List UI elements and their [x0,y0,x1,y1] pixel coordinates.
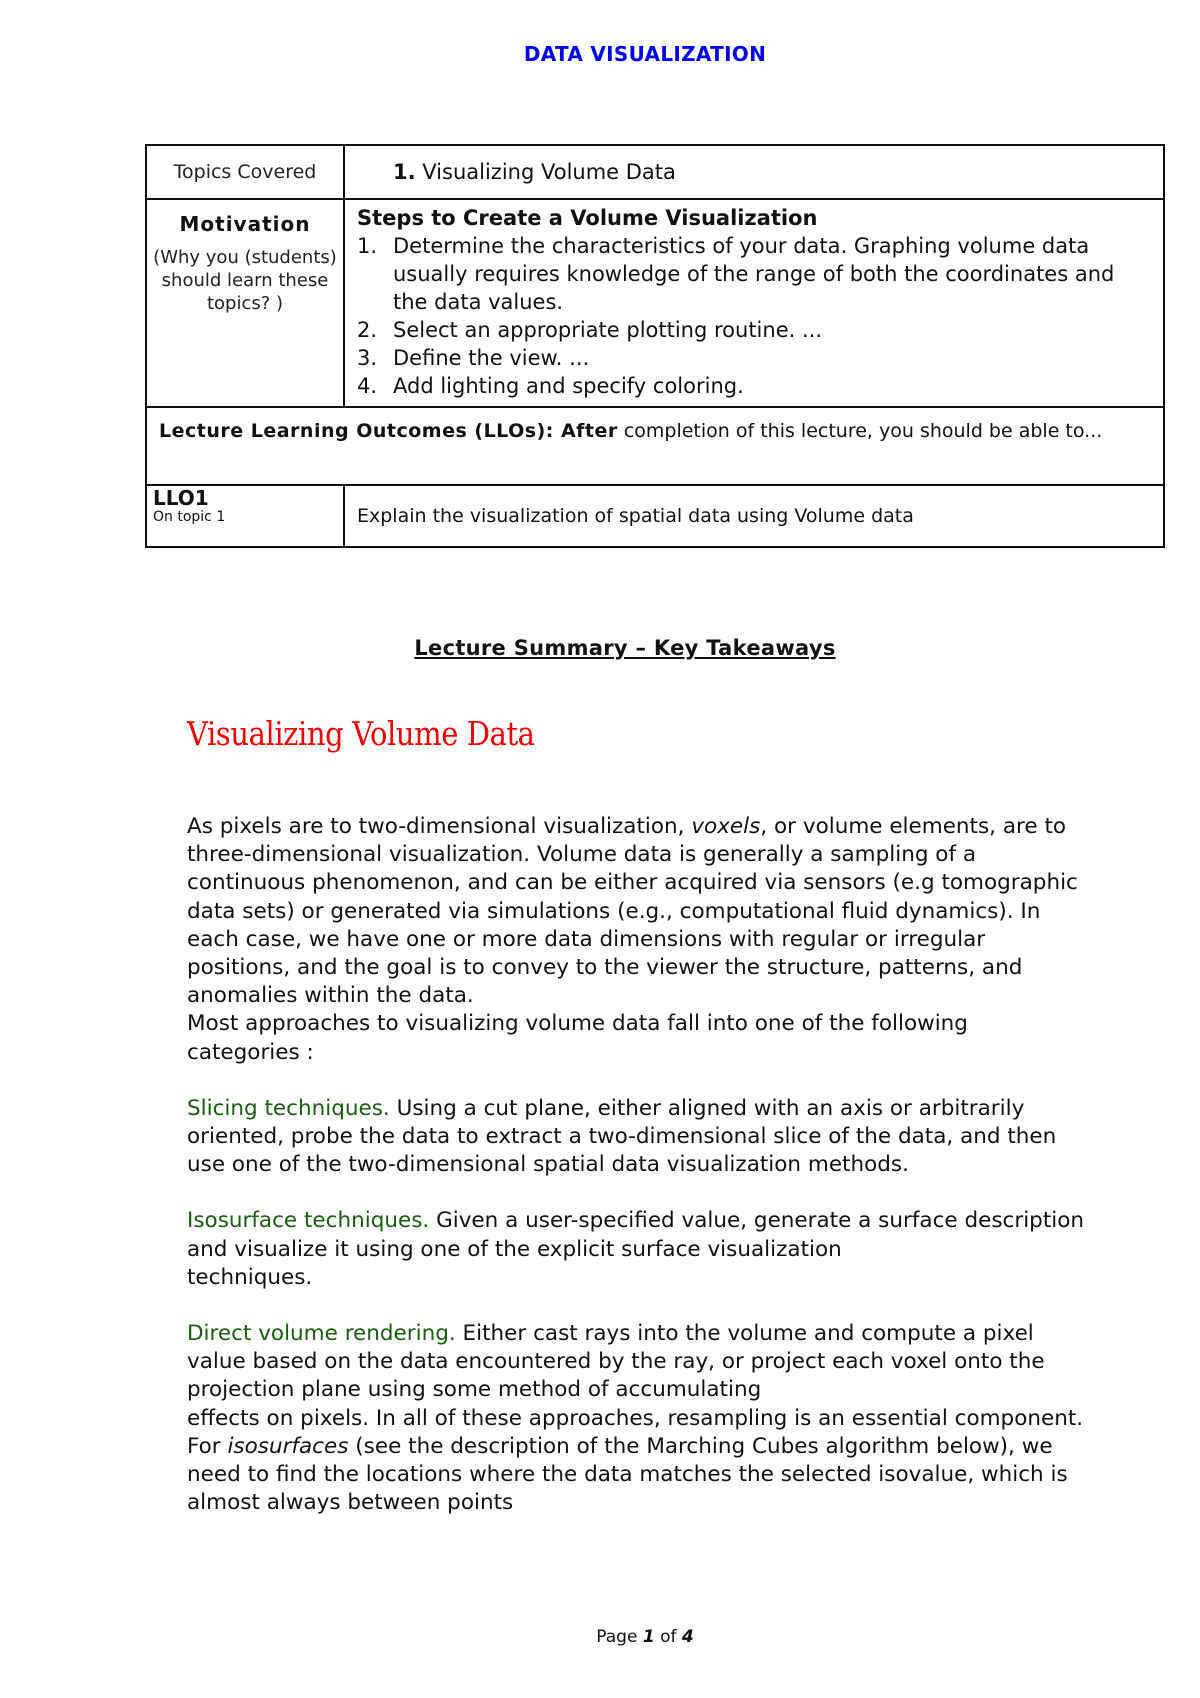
category-label: Isosurface techniques. [187,1208,430,1234]
step-number: 2. [357,318,378,342]
document-header-title: DATA VISUALIZATION [523,42,767,66]
step-text: Determine the characteristics of your data. Graphing volume data usually requires knowledge of the range of both the coordinates and the data values. [393,234,1115,314]
page-footer [0,1627,1200,1647]
llo-id: LLO1 [153,486,209,510]
category-text: Either cast rays into the volume and compute a pixel value based on the data encountered by the ray, or project each voxel onto the projection plane using some method of accumulating [187,1321,1045,1403]
motivation-cell [146,199,344,407]
category-label: Slicing techniques. [187,1095,390,1121]
step-item [357,232,1153,316]
step-item [357,372,1153,400]
lecture-info-table [145,144,1165,548]
motivation-row [146,199,1164,407]
topics-covered-value [344,145,1164,199]
topic-number: 1. [393,160,416,184]
category-text-end: (see the description of the Marching Cubes algorithm below), we need to find the locations where the data matches the selected isovalue, which is almost always between points [187,1433,1068,1516]
llo-heading-bold: Lecture Learning Outcomes (LLOs): After [159,420,618,442]
summary-title: Lecture Summary – Key Takeaways [414,636,836,660]
motivation-subtitle: (Why you (students) should learn these topics? ) [153,247,337,314]
intro-text: As pixels are to two-dimensional visualization, [187,814,692,839]
category-slicing [187,1095,1087,1180]
llo-description: Explain the visualization of spatial data using Volume data [344,485,1164,547]
page-label: Page [596,1627,643,1647]
page-total: 4 [681,1627,694,1647]
intro-paragraph [187,813,1087,1010]
category-direct-volume [187,1320,1087,1517]
section-title: Visualizing Volume Data [187,714,535,753]
category-text: Using a cut plane, either aligned with an axis or arbitrarily oriented, probe the data to extract a two-dimensional slice of the data, and then use one of the two-dimensional spatial data visualization methods. [187,1095,1057,1178]
step-number: 4. [357,374,378,398]
llo-heading-rest: completion of this lecture, you should be able to... [617,420,1103,442]
step-text: Define the view. ... [393,346,590,370]
step-item [357,316,1153,344]
topics-covered-label: Topics Covered [146,145,344,199]
step-text: Add lighting and specify coloring. [393,374,744,398]
intro-text-cont: , or volume elements, are to three-dimensional visualization. Volume data is generally a sampling of a continuous phenomenon, and can be either acquired via sensors (e.g tomographic data sets) or generated via simulations (e.g., computational fluid dynamics). In each case, we have one or more data dimensions with regular or irregular positions, and the goal is to convey to the viewer the structure, patterns, and anomalies within the data. [187,814,1078,1009]
category-text-cont: techniques. [187,1264,313,1290]
llo-row [146,485,1164,547]
categories-intro: Most approaches to visualizing volume data fall into one of the following categories : [187,1011,968,1065]
llo-topic-ref: On topic 1 [153,509,226,525]
step-text: Select an appropriate plotting routine. ... [393,318,822,342]
llo-heading [146,407,1164,485]
summary-body [187,813,1087,1517]
topics-row [146,145,1164,199]
category-label: Direct volume rendering. [187,1321,456,1347]
steps-title: Steps to Create a Volume Visualization [357,206,818,230]
llo-id-cell [146,485,344,547]
step-number: 3. [357,346,378,370]
llo-heading-row [146,407,1164,485]
steps-list [357,232,1153,400]
category-italic-term: isosurfaces [227,1433,349,1459]
steps-cell [344,199,1164,407]
motivation-title: Motivation [179,212,311,236]
page-current: 1 [642,1627,655,1647]
step-item [357,344,1153,372]
category-text-cont: effects on pixels. In all of these approaches, resampling is an essential component. For [187,1405,1084,1459]
intro-italic-term: voxels [691,814,761,839]
step-number: 1. [357,234,378,258]
topic-title: Visualizing Volume Data [422,160,676,184]
category-text: Given a user-specified value, generate a surface description and visualize it using one of the explicit surface visualization [187,1208,1084,1262]
category-isosurface [187,1207,1087,1292]
page-of: of [654,1627,682,1647]
